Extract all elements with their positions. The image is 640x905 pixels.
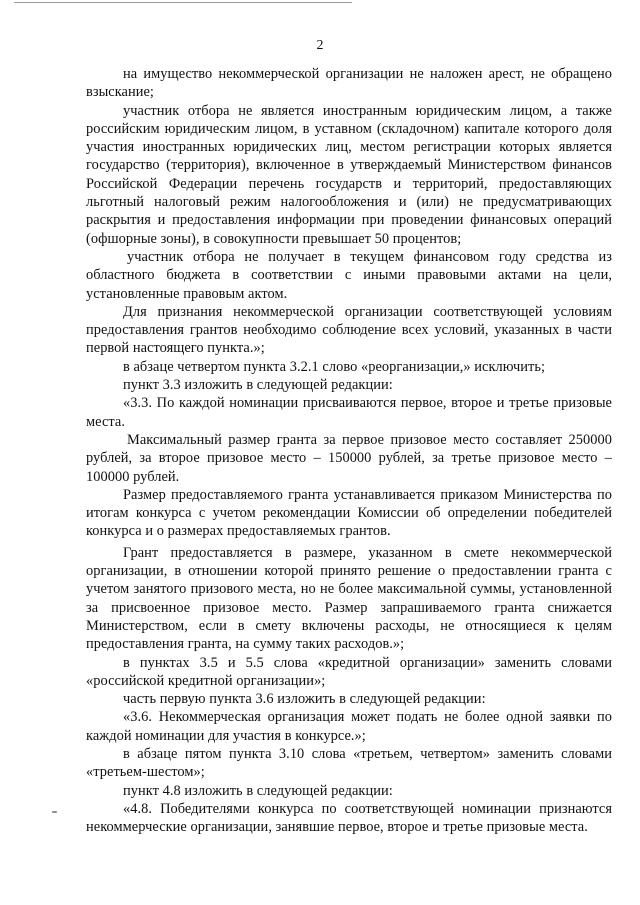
- paragraph: участник отбора не получает в текущем финансовом году средства из областного бюджета в соответствии с иными правовыми актами на цели, установленные правовым актом.: [86, 248, 612, 302]
- paragraph: «4.8. Победителями конкурса по соответствующей номинации признаются некоммерческие организации, занявшие первое, второе и третье призовые места.: [86, 800, 612, 836]
- top-rule: [14, 2, 352, 3]
- page-number: 2: [316, 38, 324, 53]
- paragraph: Максимальный размер гранта за первое призовое место составляет 250000 рублей, за второе призовое место – 150000 рублей, за третье призовое место – 100000 рублей.: [86, 431, 612, 485]
- paragraph: пункт 4.8 изложить в следующей редакции:: [123, 782, 393, 799]
- paragraph: часть первую пункта 3.6 изложить в следующей редакции:: [123, 691, 486, 708]
- paragraph: Для признания некоммерческой организации соответствующей условиям предоставления грантов необходимо соблюдение всех условий, указанных в части первой настоящего пункта.»;: [86, 303, 612, 357]
- paragraph: на имущество некоммерческой организации не наложен арест, не обращено взыскание;: [86, 66, 612, 101]
- paragraph: пункт 3.3 изложить в следующей редакции:: [123, 377, 393, 394]
- document-body: [86, 65, 612, 836]
- paragraph: «3.3. По каждой номинации присваиваются первое, второе и третье призовые места.: [86, 395, 612, 430]
- paragraph: Грант предоставляется в размере, указанном в смете некоммерческой организации, в отношении которой принято решение о предоставлении гранта с учетом занятого призового места, но не более максимальной суммы, установленной за присвоенное призовое место. Размер запрашиваемого гранта снижается Министерством, если в смету включены расходы, не относящиеся к целям предоставления гранта, на сумму таких расходов.»;: [86, 544, 612, 653]
- paragraph: Размер предоставляемого гранта устанавливается приказом Министерства по итогам конкурса с учетом рекомендации Комиссии об определении победителей конкурса и о размерах предоставляемых грантов.: [86, 486, 612, 540]
- margin-mark: [52, 811, 57, 813]
- paragraph: «3.6. Некоммерческая организация может подать не более одной заявки по каждой номинации для участия в конкурсе.»;: [86, 709, 612, 744]
- paragraph: в абзаце четвертом пункта 3.2.1 слово «реорганизации,» исключить;: [123, 358, 546, 375]
- paragraph: участник отбора не является иностранным юридическим лицом, а также российским юридическим лицом, в уставном (складочном) капитале которого доля участия иностранных юридических лиц, местом регистрации которых является государство (территория), включенное в утверждаемый Министерством финансов Российской Федерации перечень государств и территорий, предоставляющих льготный налоговый режим налогообложения и (или) не предусматривающих раскрытия и предоставления информации при проведении финансовых операций (офшорные зоны), в совокупности превышает 50 процентов;: [86, 102, 612, 247]
- paragraph: в пунктах 3.5 и 5.5 слова «кредитной организации» заменить словами «российской кредитной организации»;: [86, 654, 612, 689]
- paragraph: в абзаце пятом пункта 3.10 слова «третьем, четвертом» заменить словами «третьем-шестом»;: [86, 745, 612, 781]
